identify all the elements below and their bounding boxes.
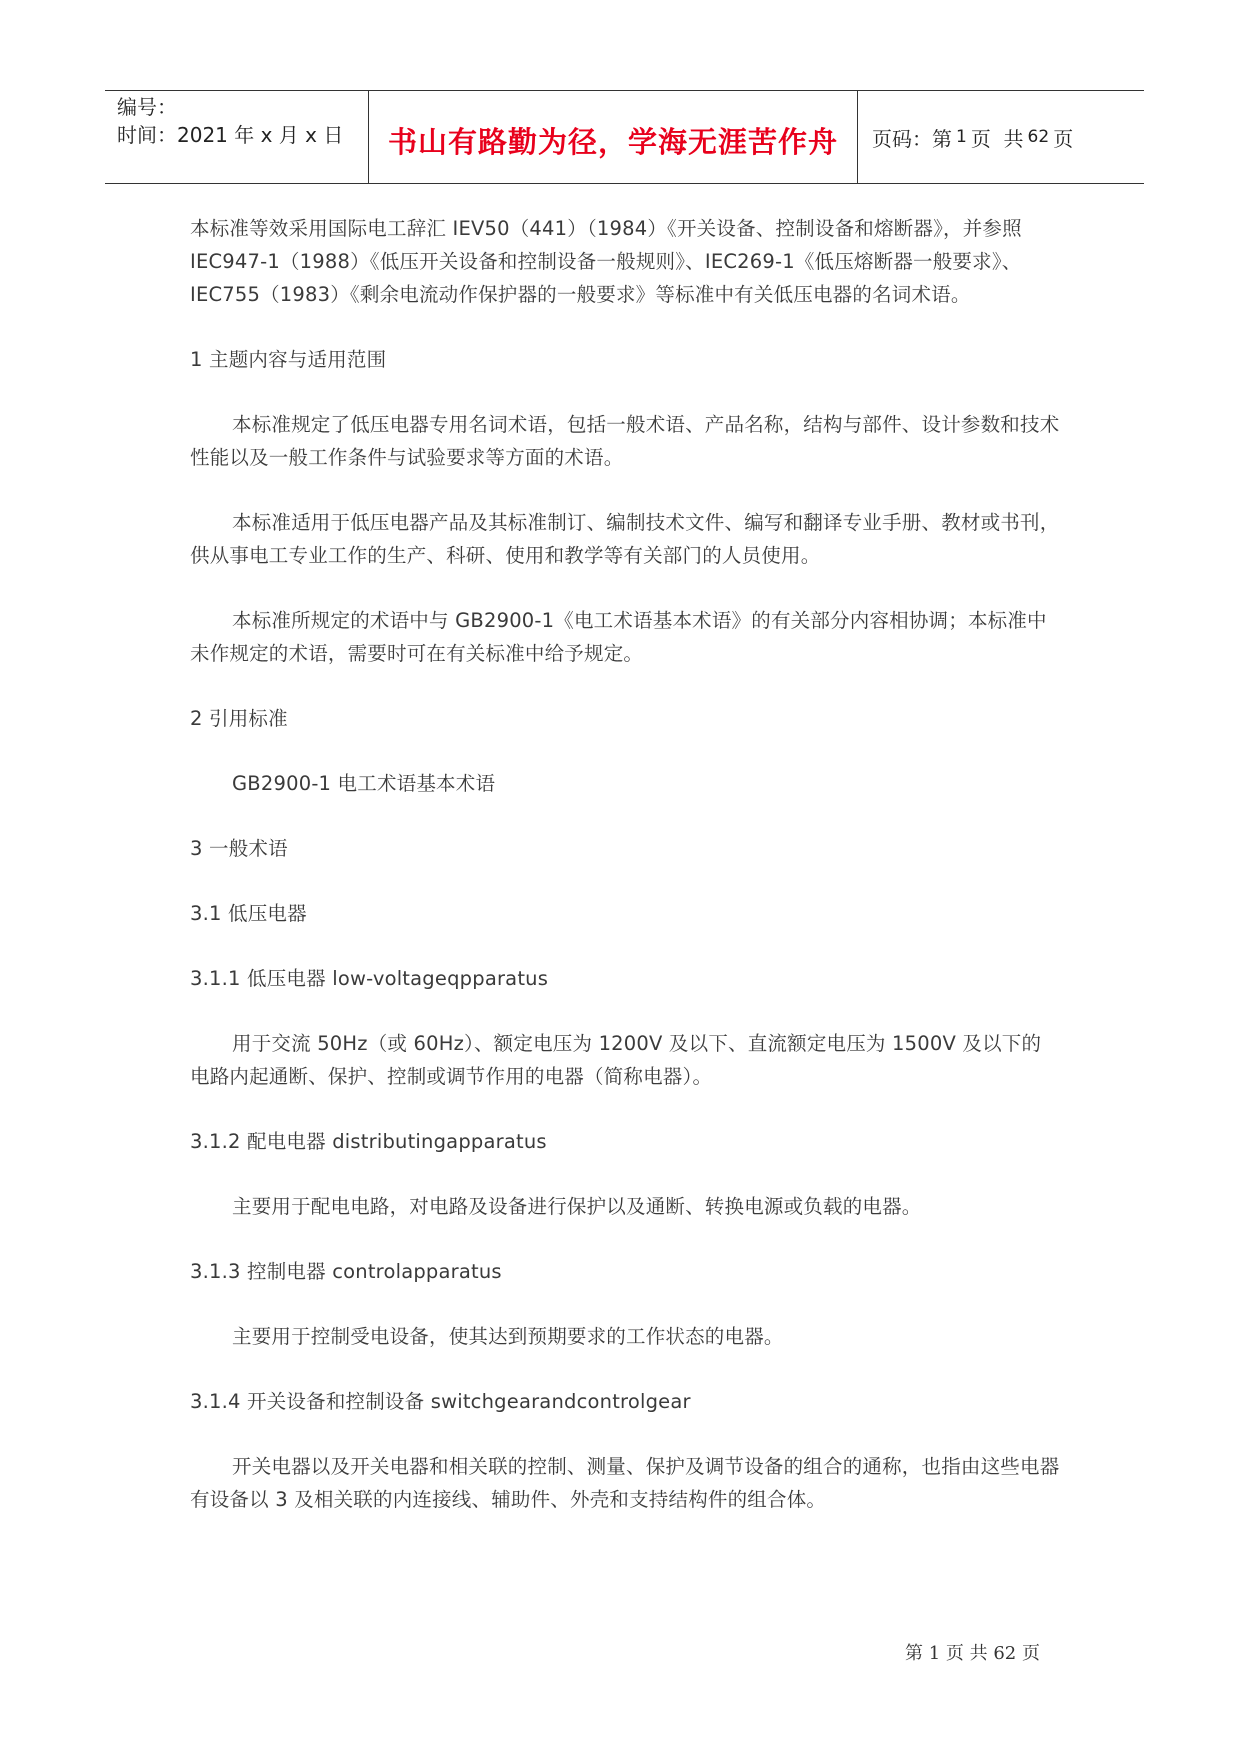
document-body: [190, 212, 1060, 1516]
document-time-label: 时间：2021 年 x 月 x 日: [117, 123, 344, 147]
page-footer: 第 1 页 共 62 页: [905, 1643, 1040, 1664]
section-1-heading: 1 主题内容与适用范围: [190, 348, 387, 371]
section-3-heading: 3 一般术语: [190, 837, 288, 860]
section-2-heading: 2 引用标准: [190, 707, 288, 730]
header-page-info: [858, 91, 1144, 183]
section-1-paragraph-2: 本标准适用于低压电器产品及其标准制订、编制技术文件、编写和翻译专业手册、教材或书刊，供从事电工专业工作的生产、科研、使用和教学等有关部门的人员使用。: [190, 511, 1060, 567]
section-3-1-2-paragraph: 主要用于配电电路，对电路及设备进行保护以及通断、转换电源或负载的电器。: [232, 1195, 922, 1218]
section-3-1-3-paragraph: 主要用于控制受电设备，使其达到预期要求的工作状态的电器。: [232, 1325, 784, 1348]
page-total: 62: [1027, 127, 1050, 147]
section-3-1-1-heading: 3.1.1 低压电器 low-voltageqpparatus: [190, 967, 549, 990]
header-motto: 书山有路勤为径，学海无涯苦作舟: [387, 124, 838, 159]
header-motto-cell: [369, 91, 858, 183]
section-2-paragraph: GB2900-1 电工术语基本术语: [232, 772, 496, 795]
section-3-1-3-heading: 3.1.3 控制电器 controlapparatus: [190, 1260, 502, 1283]
page-middle: 页 共: [970, 126, 1024, 151]
section-3-1-2-heading: 3.1.2 配电电器 distributingapparatus: [190, 1130, 547, 1153]
section-3-1-1-paragraph: 用于交流 50Hz（或 60Hz）、额定电压为 1200V 及以下、直流额定电压为 1500V 及以下的电路内起通断、保护、控制或调节作用的电器（简称电器）。: [190, 1032, 1042, 1088]
section-1-paragraph-1: 本标准规定了低压电器专用名词术语，包括一般术语、产品名称，结构与部件、设计参数和技术性能以及一般工作条件与试验要求等方面的术语。: [190, 413, 1060, 469]
page-suffix: 页: [1053, 126, 1074, 151]
page-prefix: 页码：第: [872, 126, 952, 151]
page-current: 1: [956, 127, 967, 147]
header-meta: [105, 91, 369, 183]
document-number-label: 编号：: [117, 95, 177, 119]
section-3-1-heading: 3.1 低压电器: [190, 902, 307, 925]
intro-paragraph: 本标准等效采用国际电工辞汇 IEV50（441）（1984）《开关设备、控制设备和熔断器》，并参照 IEC947-1（1988）《低压开关设备和控制设备一般规则》、IEC269-1《低压熔断器一般要求》、IEC755（1983）《剩余电流动作保护器的一般要求》等标准中有关低压电器的名词术语。: [190, 217, 1022, 306]
page-header: [105, 90, 1144, 184]
section-1-paragraph-3: 本标准所规定的术语中与 GB2900-1《电工术语基本术语》的有关部分内容相协调；本标准中未作规定的术语，需要时可在有关标准中给予规定。: [190, 609, 1047, 665]
section-3-1-4-heading: 3.1.4 开关设备和控制设备 switchgearandcontrolgear: [190, 1390, 691, 1413]
section-3-1-4-paragraph: 开关电器以及开关电器和相关联的控制、测量、保护及调节设备的组合的通称，也指由这些电器有设备以 3 及相关联的内连接线、辅助件、外壳和支持结构件的组合体。: [190, 1455, 1060, 1511]
